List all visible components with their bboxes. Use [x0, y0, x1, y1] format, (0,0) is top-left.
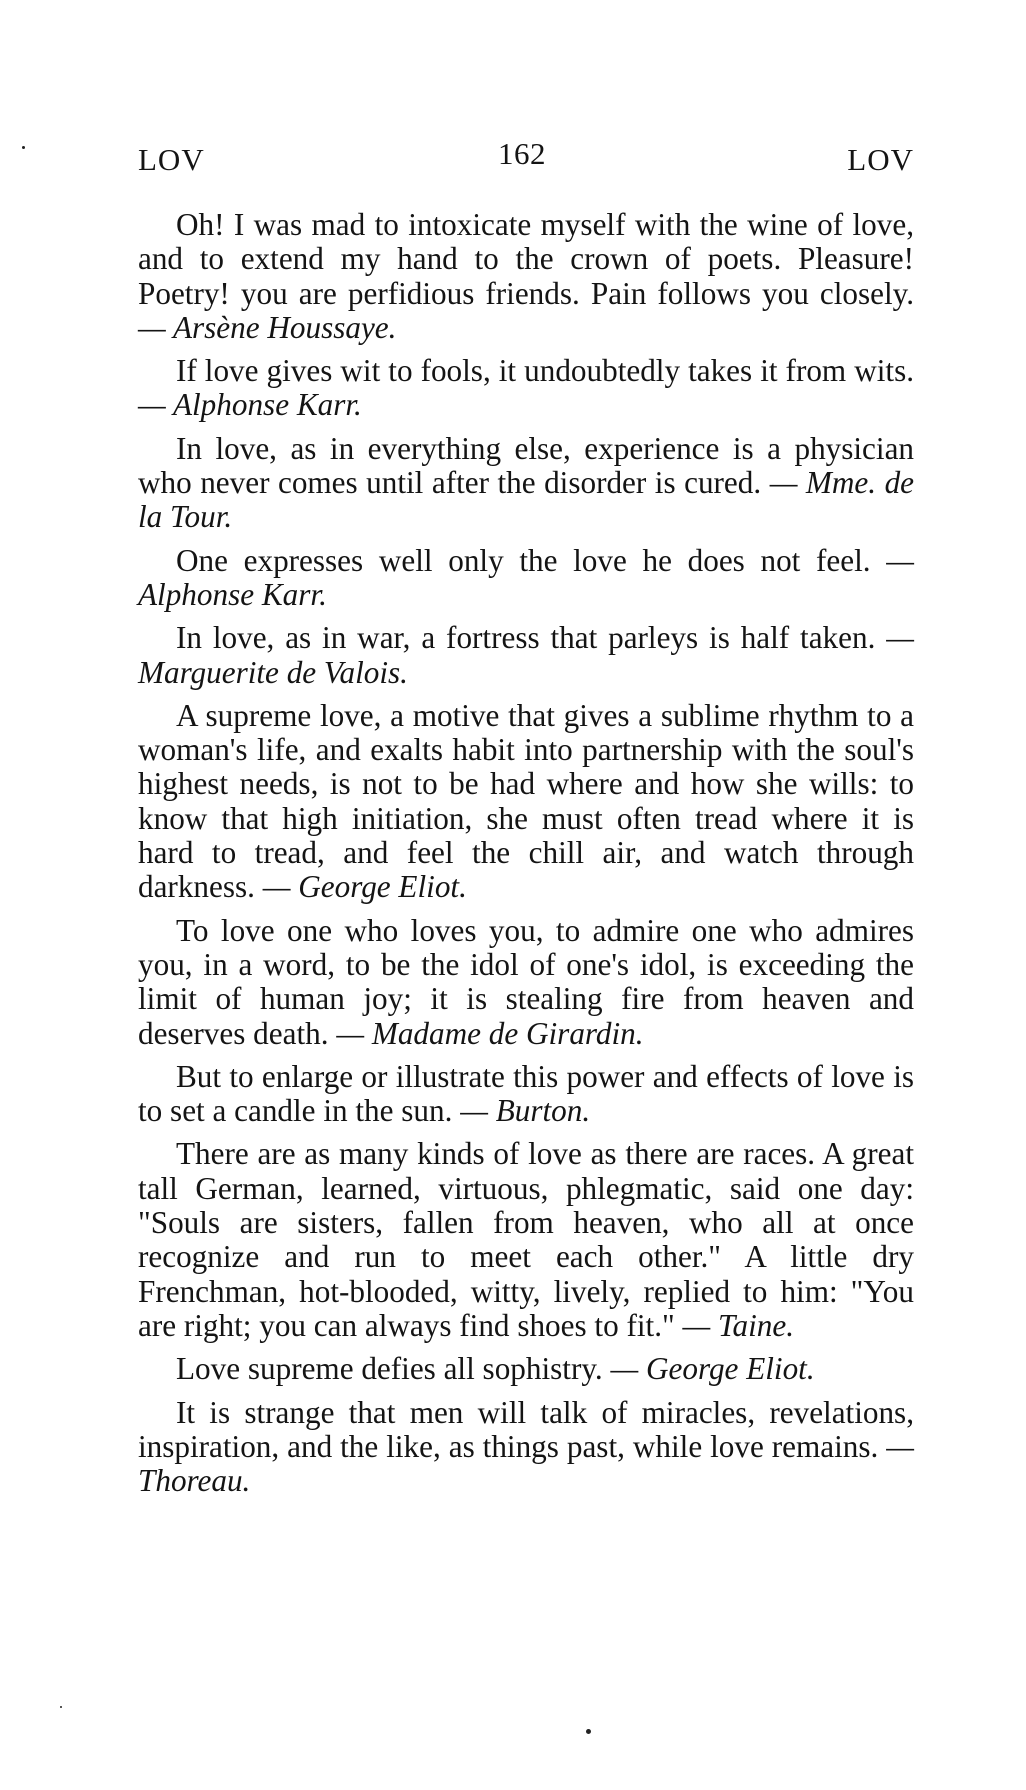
quotation-text: But to enlarge or illustrate this power and effects of love is to set a candle in the sun. — [138, 1058, 914, 1129]
quotation-list — [138, 208, 914, 1507]
quotation-author: — Alphonse Karr. — [138, 387, 362, 423]
quotation-text: Oh! I was mad to intoxicate myself with the wine of love, and to extend my hand to the crown of poets. Pleasure! Poetry! you are perfidious friends. Pain follows you closely. — [138, 207, 914, 311]
quotation-entry — [138, 699, 914, 905]
header-right-catchword: LOV — [847, 142, 914, 177]
quotation-entry — [138, 544, 914, 613]
scan-speck — [586, 1729, 591, 1734]
page-number: 162 — [498, 136, 546, 171]
quotation-entry — [138, 208, 914, 345]
quotation-text: A supreme love, a motive that gives a sublime rhythm to a woman's life, and exalts habit into partnership with the soul's highest needs, is not to be had where and how she wills: to know that high initiation, she must often tread where it is hard to tread, and feel the chill air, and watch through darkness. — [138, 697, 914, 905]
quotation-entry — [138, 914, 914, 1051]
quotation-text: Love supreme defies all sophistry. — [176, 1351, 603, 1387]
running-head — [138, 136, 914, 192]
quotation-author: — Thoreau. — [138, 1428, 914, 1499]
quotation-text: There are as many kinds of love as there are races. A great tall German, learned, virtuous, phlegmatic, said one day: "Souls are sisters, fallen from heaven, who all at once recognize and run to meet each other." A little dry Frenchman, hot-blooded, witty, lively, replied to him: "You are right; you can always find shoes to fit." — [138, 1136, 914, 1343]
quotation-entry — [138, 1060, 914, 1129]
quotation-author: — Madame de Girardin. — [336, 1015, 644, 1051]
quotation-entry — [138, 1396, 914, 1499]
quotation-text: In love, as in everything else, experience is a physician who never comes until after the disorder is cured. — [138, 430, 914, 501]
quotation-text: One expresses well only the love he does not feel. — [176, 542, 871, 578]
quotation-text: It is strange that men will talk of miracles, revelations, inspiration, and the like, as things past, while love remains. — [138, 1394, 914, 1464]
quotation-text: To love one who loves you, to admire one who admires you, in a word, to be the idol of one's idol, is exceeding the limit of human joy; it is stealing fire from heaven and deserves death. — [138, 912, 914, 1051]
quotation-author: — Marguerite de Valois. — [138, 620, 914, 690]
quotation-author: — George Eliot. — [610, 1351, 815, 1387]
quotation-entry — [138, 1137, 914, 1343]
quotation-author: — Arsène Houssaye. — [138, 309, 397, 345]
quotation-text: If love gives wit to fools, it undoubtedly takes it from wits. — [176, 353, 914, 389]
quotation-author: — Alphonse Karr. — [138, 542, 914, 612]
header-left-catchword: LOV — [138, 142, 205, 177]
quotation-author: — Mme. de la Tour. — [138, 465, 915, 535]
quotation-author: — Burton. — [460, 1093, 591, 1129]
quotation-author: — George Eliot. — [262, 869, 467, 905]
quotation-entry — [138, 1352, 914, 1386]
quotation-text: In love, as in war, a fortress that parleys is half taken. — [176, 620, 876, 656]
scan-speck — [22, 146, 25, 149]
scan-speck — [60, 1706, 62, 1708]
quotation-author: — Taine. — [682, 1307, 795, 1343]
quotation-entry — [138, 432, 914, 535]
quotation-entry — [138, 621, 914, 690]
quotation-entry — [138, 354, 914, 423]
